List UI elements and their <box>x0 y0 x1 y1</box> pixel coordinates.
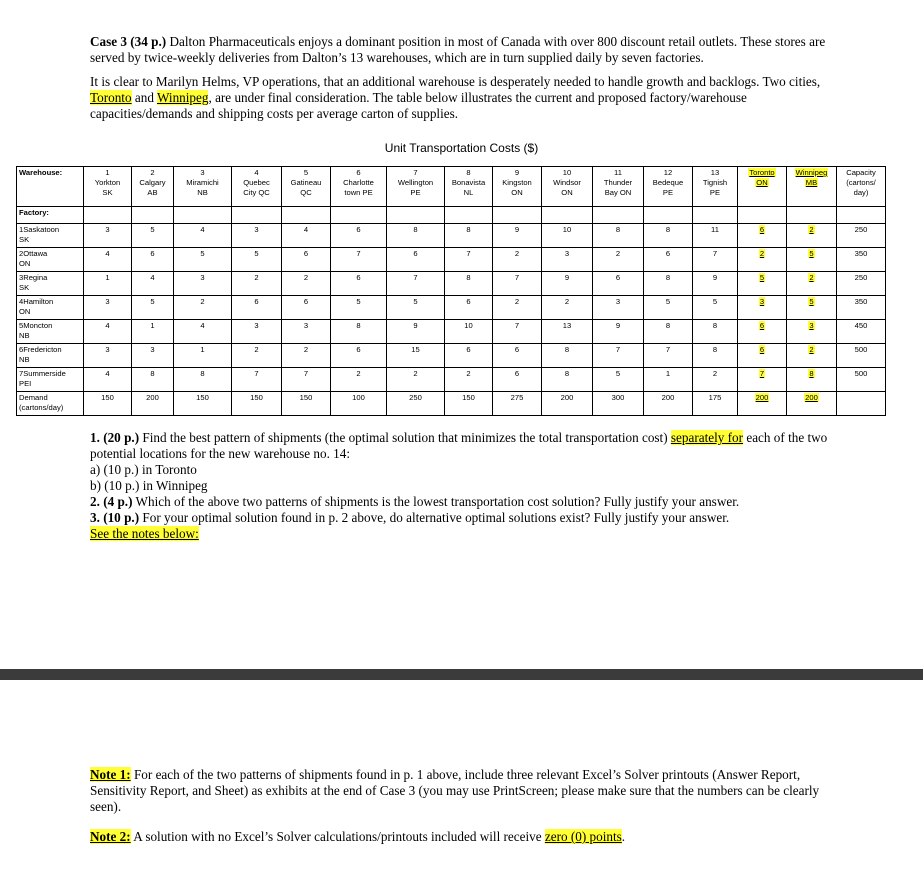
question-3 <box>90 510 850 526</box>
cost-cell: 2 <box>493 296 542 320</box>
cost-cell: 3 <box>232 320 282 344</box>
cost-cell: 5 <box>693 296 738 320</box>
question-1a: a) (10 p.) in Toronto <box>90 462 197 477</box>
capacity-cell: 350 <box>837 296 886 320</box>
cost-cell: 5 <box>644 296 693 320</box>
factory-row <box>17 320 886 344</box>
cost-table-wrapper <box>16 166 886 416</box>
cost-cell: 6 <box>331 272 387 296</box>
winnipeg-cost-cell <box>787 248 837 272</box>
demand-cell: 200 <box>644 392 693 416</box>
toronto-cost: 6 <box>759 321 765 330</box>
intro-text-2a: It is clear to Marilyn Helms, VP operations, that an additional warehouse is desperately needed to handle growth and backlogs. Two cities, <box>90 74 821 89</box>
note1-text: For each of the two patterns of shipments found in p. 1 above, include three relevant Excel’s Solver printouts (Answer Report, Sensitivity Report, and Sheet) as exhibits at the end of Case 3 (you may use PrintScreen; please make sure that the numbers can be clearly seen). <box>90 767 820 814</box>
cost-cell: 5 <box>132 296 174 320</box>
see-notes <box>90 526 850 542</box>
demand-cell: 150 <box>174 392 232 416</box>
cost-cell: 6 <box>331 224 387 248</box>
demand-row <box>17 392 886 416</box>
cost-cell: 5 <box>331 296 387 320</box>
warehouse-name: Bedeque <box>652 178 684 187</box>
empty-cell <box>387 207 445 224</box>
cost-cell: 13 <box>542 320 593 344</box>
table.capacity_header-line: day) <box>853 188 869 197</box>
empty-cell <box>738 207 787 224</box>
toronto-cost-cell <box>738 272 787 296</box>
cost-cell: 6 <box>593 272 644 296</box>
cost-cell: 7 <box>493 320 542 344</box>
warehouse-num: 12 <box>663 168 673 177</box>
factory-row <box>17 224 886 248</box>
empty-cell <box>493 207 542 224</box>
warehouse-num: 13 <box>710 168 720 177</box>
cost-cell: 9 <box>542 272 593 296</box>
cost-cell: 3 <box>282 320 331 344</box>
warehouse-name: Wellington <box>397 178 434 187</box>
cost-cell: 3 <box>84 224 132 248</box>
factory-name <box>17 224 84 248</box>
warehouse-num: 8 <box>466 168 471 177</box>
cost-cell: 6 <box>644 248 693 272</box>
cost-cell: 9 <box>693 272 738 296</box>
cost-cell: 9 <box>593 320 644 344</box>
toronto-demand-cell <box>738 392 787 416</box>
cost-cell: 2 <box>387 368 445 392</box>
table.rows.2.label-line: 3Regina <box>19 273 48 282</box>
demand-cell: 150 <box>445 392 493 416</box>
cost-cell: 3 <box>84 344 132 368</box>
cost-cell: 4 <box>84 248 132 272</box>
cost-cell: 2 <box>282 272 331 296</box>
warehouse-5-header <box>282 167 331 207</box>
cost-cell: 6 <box>232 296 282 320</box>
empty-cell <box>174 207 232 224</box>
toronto-cost-cell <box>738 296 787 320</box>
demand-cell: 150 <box>84 392 132 416</box>
cost-cell: 4 <box>84 368 132 392</box>
cost-cell: 2 <box>593 248 644 272</box>
header-row <box>17 167 886 207</box>
factory-name <box>17 320 84 344</box>
note2-text-a: A solution with no Excel’s Solver calculations/printouts included will receive <box>130 829 545 844</box>
cost-cell: 8 <box>331 320 387 344</box>
capacity-cell: 350 <box>837 248 886 272</box>
warehouse-4-header <box>232 167 282 207</box>
cost-cell: 8 <box>693 344 738 368</box>
warehouse-num: 6 <box>356 168 361 177</box>
cost-cell: 8 <box>644 272 693 296</box>
cost-cell: 2 <box>445 368 493 392</box>
table.rows.2.label-line: SK <box>19 283 30 292</box>
cost-cell: 6 <box>282 296 331 320</box>
cost-cell: 8 <box>693 320 738 344</box>
empty-cell <box>787 207 837 224</box>
toronto-cost-cell <box>738 224 787 248</box>
question-1b: b) (10 p.) in Winnipeg <box>90 478 208 493</box>
warehouse-prov: ON <box>511 188 523 197</box>
cost-cell: 6 <box>445 296 493 320</box>
cost-cell: 8 <box>644 320 693 344</box>
warehouse-1-header <box>84 167 132 207</box>
warehouse-name: Yorkton <box>94 178 121 187</box>
cost-cell: 4 <box>174 224 232 248</box>
warehouse-prov: Bay ON <box>604 188 632 197</box>
cost-cell: 3 <box>174 272 232 296</box>
capacity-cell: 250 <box>837 272 886 296</box>
cost-cell: 7 <box>232 368 282 392</box>
q1-number: 1. (20 p.) <box>90 430 140 445</box>
table.demand.label-line: Demand <box>19 393 48 402</box>
cost-cell: 10 <box>445 320 493 344</box>
case-intro <box>90 34 850 122</box>
table.rows.0.label-line: SK <box>19 235 30 244</box>
cost-cell: 7 <box>593 344 644 368</box>
cost-cell: 4 <box>282 224 331 248</box>
demand-label <box>17 392 84 416</box>
intro-paragraph-1 <box>90 34 850 66</box>
cost-cell: 7 <box>387 272 445 296</box>
toronto-cost: 6 <box>759 345 765 354</box>
case-title: Case 3 (34 p.) <box>90 34 167 49</box>
cost-cell: 2 <box>493 248 542 272</box>
cost-cell: 2 <box>693 368 738 392</box>
toronto-demand: 200 <box>755 393 769 402</box>
warehouse-2-header <box>132 167 174 207</box>
cost-cell: 2 <box>282 344 331 368</box>
toronto-cost: 3 <box>759 297 765 306</box>
toronto-cost: 5 <box>759 273 765 282</box>
q3-text: For your optimal solution found in p. 2 above, do alternative optimal solutions exist? Fully justify your answer. <box>139 510 730 525</box>
toronto-cost-cell <box>738 248 787 272</box>
warehouse-11-header <box>593 167 644 207</box>
note2-label: Note 2: <box>90 829 131 844</box>
factory-row <box>17 344 886 368</box>
capacity-cell: 250 <box>837 224 886 248</box>
demand-cell: 200 <box>542 392 593 416</box>
city-toronto: Toronto <box>90 90 132 105</box>
warehouse-name: Tignish <box>702 178 728 187</box>
warehouse-num: 2 <box>150 168 155 177</box>
empty-cell <box>445 207 493 224</box>
cost-cell: 5 <box>132 224 174 248</box>
table-caption: Unit Transportation Costs ($) <box>384 141 539 155</box>
cost-cell: 6 <box>387 248 445 272</box>
warehouse-name: Miramichi <box>186 178 219 187</box>
cost-cell: 9 <box>493 224 542 248</box>
winnipeg-cost-cell <box>787 296 837 320</box>
note-1 <box>90 767 850 815</box>
q2-text: Which of the above two patterns of shipments is the lowest transportation cost solution? Fully justify your answer. <box>132 494 740 509</box>
demand-cell: 100 <box>331 392 387 416</box>
see-notes-text: See the notes below: <box>90 526 199 541</box>
table.rows.5.label-line: 6Fredericton <box>19 345 62 354</box>
demand-cell: 250 <box>387 392 445 416</box>
factory-row <box>17 368 886 392</box>
warehouse-num: 11 <box>614 168 622 177</box>
warehouse-num: 3 <box>200 168 205 177</box>
warehouse-prov: PE <box>709 188 721 197</box>
factory-name <box>17 272 84 296</box>
toronto-header <box>738 167 787 207</box>
table.winnipeg_header-line: Winnipeg <box>795 168 828 177</box>
winnipeg-cost: 5 <box>809 249 814 258</box>
warehouse-7-header <box>387 167 445 207</box>
cost-cell: 5 <box>387 296 445 320</box>
warehouse-6-header <box>331 167 387 207</box>
warehouse-prov: PE <box>662 188 674 197</box>
cost-cell: 8 <box>445 272 493 296</box>
winnipeg-cost-cell <box>787 344 837 368</box>
cost-cell: 4 <box>132 272 174 296</box>
cost-cell: 7 <box>445 248 493 272</box>
intro-text-2c: , are under final consideration. The table below illustrates the current and proposed factory/warehouse capacities/demands and shipping costs per average carton of supplies. <box>90 90 747 121</box>
table.rows.4.label-line: 5Moncton <box>19 321 53 330</box>
table.rows.1.label-line: ON <box>19 259 31 268</box>
cost-cell: 6 <box>282 248 331 272</box>
warehouse-num: 4 <box>254 168 259 177</box>
winnipeg-cost: 8 <box>809 369 814 378</box>
cost-cell: 3 <box>232 224 282 248</box>
warehouse-prov: town PE <box>344 188 373 197</box>
cost-cell: 6 <box>445 344 493 368</box>
winnipeg-cost: 2 <box>809 345 814 354</box>
demand-cell: 300 <box>593 392 644 416</box>
warehouse-prov: PE <box>410 188 421 197</box>
cost-cell: 8 <box>387 224 445 248</box>
empty-cell <box>232 207 282 224</box>
note2-highlight: zero (0) points <box>544 829 622 844</box>
factory-row <box>17 248 886 272</box>
warehouse-name: Gatineau <box>290 178 322 187</box>
warehouse-12-header <box>644 167 693 207</box>
cost-cell: 8 <box>445 224 493 248</box>
table.rows.5.label-line: NB <box>19 355 30 364</box>
intro-text-1: Dalton Pharmaceuticals enjoys a dominant position in most of Canada with over 800 discount retail outlets. These stores are served by twice-weekly deliveries from Dalton’s 13 warehouses, which are in turn supplied daily by seven factories. <box>90 34 826 65</box>
demand-cell: 175 <box>693 392 738 416</box>
table.rows.3.label-line: 4Hamilton <box>19 297 54 306</box>
cost-cell: 2 <box>232 344 282 368</box>
cost-cell: 6 <box>132 248 174 272</box>
cost-cell: 4 <box>84 320 132 344</box>
factory-row <box>17 272 886 296</box>
warehouse-prov: ON <box>561 188 573 197</box>
winnipeg-cost: 3 <box>809 321 814 330</box>
warehouse-name: Calgary <box>139 178 166 187</box>
intro-text-2b: and <box>131 90 157 105</box>
empty-cell <box>542 207 593 224</box>
capacity-cell: 450 <box>837 320 886 344</box>
cost-cell: 7 <box>493 272 542 296</box>
empty-cell <box>644 207 693 224</box>
factory-name <box>17 248 84 272</box>
cost-cell: 6 <box>331 344 387 368</box>
warehouse-name: Thunder <box>603 178 633 187</box>
toronto-cost: 6 <box>759 225 765 234</box>
factory-name <box>17 296 84 320</box>
empty-cell <box>282 207 331 224</box>
factory-label: Factory: <box>17 207 84 224</box>
toronto-cost: 7 <box>759 369 765 378</box>
warehouse-9-header <box>493 167 542 207</box>
warehouse-prov: City QC <box>243 188 270 197</box>
demand-cell: 150 <box>282 392 331 416</box>
table.rows.6.label-line: PEI <box>19 379 32 388</box>
table.winnipeg_header-line: MB <box>805 178 818 187</box>
cost-cell: 8 <box>174 368 232 392</box>
empty-cell <box>331 207 387 224</box>
warehouse-name: Windsor <box>553 178 581 187</box>
winnipeg-cost-cell <box>787 320 837 344</box>
cost-cell: 8 <box>644 224 693 248</box>
warehouse-prov: SK <box>102 188 113 197</box>
empty-cell <box>593 207 644 224</box>
toronto-cost-cell <box>738 368 787 392</box>
winnipeg-cost-cell <box>787 272 837 296</box>
question-2 <box>90 494 850 510</box>
empty-cell <box>837 392 886 416</box>
note-2 <box>90 829 850 845</box>
warehouse-3-header <box>174 167 232 207</box>
cost-cell: 2 <box>542 296 593 320</box>
page-divider <box>0 669 923 680</box>
warehouse-prov: QC <box>300 188 312 197</box>
empty-cell <box>693 207 738 224</box>
cost-cell: 10 <box>542 224 593 248</box>
cost-cell: 1 <box>84 272 132 296</box>
cost-cell: 2 <box>232 272 282 296</box>
intro-paragraph-2 <box>90 74 850 122</box>
table.rows.6.label-line: 7Summerside <box>19 369 66 378</box>
q1-highlight: separately for <box>670 430 744 445</box>
capacity-header <box>837 167 886 207</box>
warehouse-num: 9 <box>514 168 520 177</box>
toronto-cost-cell <box>738 344 787 368</box>
cost-cell: 7 <box>644 344 693 368</box>
capacity-cell: 500 <box>837 344 886 368</box>
factory-name <box>17 368 84 392</box>
cost-cell: 5 <box>593 368 644 392</box>
table.rows.0.label-line: 1Saskatoon <box>19 225 60 234</box>
warehouse-name: Quebec <box>243 178 270 187</box>
cost-cell: 2 <box>174 296 232 320</box>
table.demand.label-line: (cartons/day) <box>19 403 64 412</box>
empty-cell <box>132 207 174 224</box>
table.rows.1.label-line: 2Ottawa <box>19 249 48 258</box>
warehouse-13-header <box>693 167 738 207</box>
warehouse-num: 7 <box>413 168 418 177</box>
table.rows.4.label-line: NB <box>19 331 30 340</box>
warehouse-num: 1 <box>105 168 110 177</box>
cost-cell: 8 <box>132 368 174 392</box>
winnipeg-cost: 2 <box>809 225 814 234</box>
cost-cell: 5 <box>232 248 282 272</box>
table.capacity_header-line: Capacity <box>846 168 876 177</box>
empty-cell <box>84 207 132 224</box>
factory-label-row <box>17 207 886 224</box>
empty-cell <box>837 207 886 224</box>
warehouse-num: 5 <box>303 168 309 177</box>
transportation-cost-table <box>16 166 886 416</box>
cost-cell: 8 <box>542 368 593 392</box>
table.rows.3.label-line: ON <box>19 307 31 316</box>
winnipeg-cost-cell <box>787 224 837 248</box>
winnipeg-cost: 5 <box>809 297 814 306</box>
city-winnipeg: Winnipeg <box>156 90 209 105</box>
table.toronto_header-line: Toronto <box>749 168 775 177</box>
cost-cell: 8 <box>542 344 593 368</box>
q2-number: 2. (4 p.) <box>90 494 133 509</box>
cost-cell: 1 <box>644 368 693 392</box>
q3-number: 3. (10 p.) <box>90 510 140 525</box>
q1-text-a: Find the best pattern of shipments (the optimal solution that minimizes the total transportation cost) <box>139 430 671 445</box>
questions-block <box>90 430 850 542</box>
demand-cell: 150 <box>232 392 282 416</box>
winnipeg-demand-cell <box>787 392 837 416</box>
cost-cell: 3 <box>84 296 132 320</box>
cost-cell: 3 <box>542 248 593 272</box>
winnipeg-cost: 2 <box>809 273 814 282</box>
cost-cell: 3 <box>132 344 174 368</box>
factory-row <box>17 296 886 320</box>
cost-cell: 8 <box>593 224 644 248</box>
notes-block <box>90 767 850 845</box>
factory-name <box>17 344 84 368</box>
cost-cell: 7 <box>331 248 387 272</box>
warehouse-8-header <box>445 167 493 207</box>
cost-cell: 2 <box>331 368 387 392</box>
toronto-cost: 2 <box>759 249 765 258</box>
cost-cell: 11 <box>693 224 738 248</box>
cost-cell: 1 <box>174 344 232 368</box>
warehouse-header: Warehouse: <box>17 167 84 207</box>
cost-cell: 3 <box>593 296 644 320</box>
note1-label: Note 1: <box>90 767 131 782</box>
toronto-cost-cell <box>738 320 787 344</box>
demand-cell: 275 <box>493 392 542 416</box>
winnipeg-header <box>787 167 837 207</box>
cost-cell: 5 <box>174 248 232 272</box>
cost-cell: 1 <box>132 320 174 344</box>
cost-cell: 15 <box>387 344 445 368</box>
warehouse-prov: NL <box>463 188 474 197</box>
warehouse-name: Kingston <box>502 178 532 187</box>
cost-cell: 7 <box>693 248 738 272</box>
warehouse-prov: NB <box>197 188 208 197</box>
winnipeg-demand: 200 <box>805 393 818 402</box>
cost-cell: 6 <box>493 368 542 392</box>
warehouse-num: 10 <box>562 168 572 177</box>
warehouse-name: Bonavista <box>451 178 486 187</box>
q1-text-b: each of the two potential locations for the new warehouse no. 14: <box>90 430 828 461</box>
warehouse-name: Charlotte <box>343 178 374 187</box>
capacity-cell: 500 <box>837 368 886 392</box>
demand-cell: 200 <box>132 392 174 416</box>
warehouse-prov: AB <box>147 188 158 197</box>
table.toronto_header-line: ON <box>756 178 768 187</box>
cost-cell: 4 <box>174 320 232 344</box>
cost-cell: 9 <box>387 320 445 344</box>
table.capacity_header-line: (cartons/ <box>846 178 876 187</box>
winnipeg-cost-cell <box>787 368 837 392</box>
cost-cell: 7 <box>282 368 331 392</box>
cost-cell: 6 <box>493 344 542 368</box>
question-1 <box>90 430 850 462</box>
note2-text-b: . <box>621 829 626 844</box>
warehouse-10-header <box>542 167 593 207</box>
